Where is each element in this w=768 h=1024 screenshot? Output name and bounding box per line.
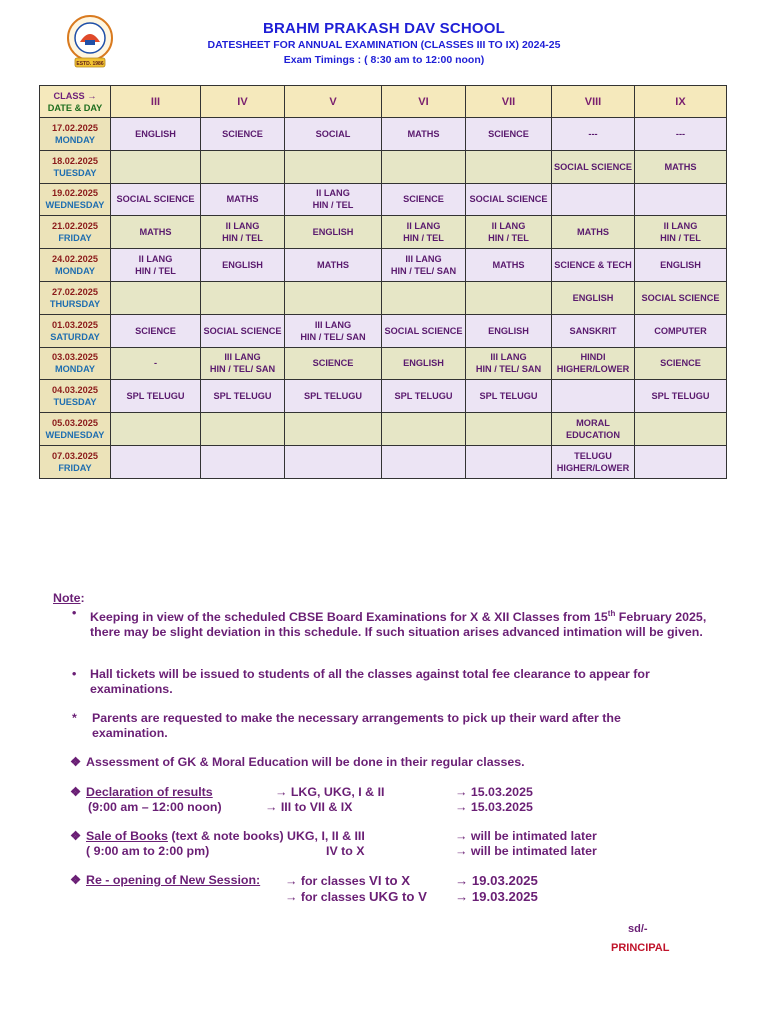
subject-cell <box>285 150 382 183</box>
reopen-line-2 <box>285 889 427 905</box>
date-day-cell <box>40 249 111 282</box>
subject-cell: SCIENCE <box>466 118 552 151</box>
exam-date: 17.02.2025 <box>52 122 98 133</box>
note-heading-text: Note <box>53 591 81 605</box>
subject-cell <box>382 281 466 314</box>
subject-cell: SOCIAL SCIENCE <box>552 150 635 183</box>
subject-cell: III LANG HIN / TEL/ SAN <box>382 249 466 282</box>
results-classes-1: → LKG, UKG, I & II <box>275 785 385 799</box>
exam-date: 21.02.2025 <box>52 221 98 232</box>
subject-cell <box>466 150 552 183</box>
exam-day: MONDAY <box>55 134 95 145</box>
table-row <box>40 380 727 413</box>
subject-cell: --- <box>635 118 727 151</box>
books-label: Sale of Books <box>86 829 168 843</box>
subject-cell: II LANG HIN / TEL <box>111 249 201 282</box>
subject-cell <box>635 183 727 216</box>
subject-cell: SPL TELUGU <box>201 380 285 413</box>
subject-cell <box>382 445 466 478</box>
note-heading: Note: <box>53 591 85 605</box>
reopen-prefix: → for classes <box>285 890 370 904</box>
subject-cell <box>111 281 201 314</box>
subject-cell: SPL TELUGU <box>111 380 201 413</box>
books-classes-2: IV to X <box>326 844 365 858</box>
results-classes-2: → III to VII & IX <box>265 800 353 814</box>
subject-cell: III LANG HIN / TEL/ SAN <box>201 347 285 380</box>
school-name: BRAHM PRAKASH DAV SCHOOL <box>262 20 506 37</box>
date-day-cell <box>40 380 111 413</box>
reopen-prefix: → for classes <box>285 874 370 888</box>
results-time: (9:00 am – 12:00 noon) <box>88 800 222 814</box>
subject-cell <box>382 413 466 446</box>
class-header: VII <box>466 86 552 118</box>
corner-header-cell <box>40 86 111 118</box>
note-pickup: Parents are requested to make the necessary arrangements to pick up their ward after the examination. <box>92 711 621 740</box>
results-label: Declaration of results <box>86 785 213 799</box>
exam-date: 27.02.2025 <box>52 286 98 297</box>
exam-day: THURSDAY <box>49 298 101 309</box>
subject-cell <box>111 445 201 478</box>
class-header: VI <box>382 86 466 118</box>
date-day-cell <box>40 314 111 347</box>
subject-cell: MATHS <box>201 183 285 216</box>
class-header: IX <box>635 86 727 118</box>
note-superscript: th <box>607 609 616 618</box>
exam-day: MONDAY <box>55 364 95 375</box>
subject-cell: TELUGU HIGHER/LOWER <box>552 445 635 478</box>
diamond-bullet-icon: ❖ <box>70 755 82 769</box>
exam-timings: Exam Timings : ( 8:30 am to 12:00 noon) <box>283 54 485 66</box>
subject-cell: III LANG HIN / TEL/ SAN <box>466 347 552 380</box>
subject-cell <box>635 413 727 446</box>
subject-cell: SOCIAL SCIENCE <box>635 281 727 314</box>
subject-cell: ENGLISH <box>382 347 466 380</box>
subject-cell <box>552 183 635 216</box>
exam-day: WEDNESDAY <box>45 430 105 441</box>
table-header-row <box>40 86 727 118</box>
diamond-bullet-icon: ❖ <box>70 785 82 799</box>
exam-day: TUESDAY <box>53 397 97 408</box>
exam-day: FRIDAY <box>58 233 92 244</box>
reopen-label: Re - opening of New Session: <box>86 873 261 887</box>
note-hall-tickets: Hall tickets will be issued to students of all the classes against total fee clearance to appear for examinations. <box>90 667 650 696</box>
subject-cell <box>466 281 552 314</box>
subject-cell: SCIENCE & TECH <box>552 249 635 282</box>
subject-cell: HINDI HIGHER/LOWER <box>552 347 635 380</box>
books-value-2: → will be intimated later <box>455 844 597 858</box>
exam-day: WEDNESDAY <box>45 200 105 211</box>
subject-cell <box>382 150 466 183</box>
date-day-cell <box>40 281 111 314</box>
date-day-cell <box>40 150 111 183</box>
bullet-star: * <box>72 711 77 725</box>
datesheet-subtitle: DATESHEET FOR ANNUAL EXAMINATION (CLASSES III TO IX) 2024-25 <box>207 39 561 51</box>
subject-cell: II LANG HIN / TEL <box>382 216 466 249</box>
subject-cell: MATHS <box>111 216 201 249</box>
principal-signatory: PRINCIPAL <box>611 942 670 954</box>
reopen-line-1 <box>285 873 410 889</box>
subject-cell: SCIENCE <box>201 118 285 151</box>
subject-cell: MORAL EDUCATION <box>552 413 635 446</box>
subject-cell: III LANG HIN / TEL/ SAN <box>285 314 382 347</box>
subject-cell <box>201 413 285 446</box>
class-header: V <box>285 86 382 118</box>
exam-date: 07.03.2025 <box>52 450 98 461</box>
subject-cell: MATHS <box>382 118 466 151</box>
subject-cell: ENGLISH <box>635 249 727 282</box>
table-row <box>40 281 727 314</box>
exam-date: 01.03.2025 <box>52 319 98 330</box>
exam-day: SATURDAY <box>50 331 100 342</box>
subject-cell: SOCIAL SCIENCE <box>201 314 285 347</box>
table-row <box>40 314 727 347</box>
subject-cell: SOCIAL SCIENCE <box>382 314 466 347</box>
table-row <box>40 183 727 216</box>
subject-cell: MATHS <box>466 249 552 282</box>
class-header: VIII <box>552 86 635 118</box>
subject-cell: II LANG HIN / TEL <box>285 183 382 216</box>
subject-cell: ENGLISH <box>285 216 382 249</box>
subject-cell: SPL TELUGU <box>382 380 466 413</box>
note-assessment: Assessment of GK & Moral Education will be done in their regular classes. <box>86 755 525 769</box>
bullet-dot: • <box>72 667 77 681</box>
subject-cell <box>285 281 382 314</box>
subject-cell: SOCIAL SCIENCE <box>466 183 552 216</box>
subject-cell: SOCIAL <box>285 118 382 151</box>
subject-cell: MATHS <box>552 216 635 249</box>
exam-date: 19.02.2025 <box>52 188 98 199</box>
note-text: February 2025, there may be slight deviation in this schedule. If such situation arises advanced intimation will be given. <box>90 610 707 640</box>
signature-mark: sd/- <box>628 923 648 935</box>
exam-day: TUESDAY <box>53 167 97 178</box>
class-header: IV <box>201 86 285 118</box>
books-line-1 <box>86 829 365 844</box>
subject-cell: MATHS <box>635 150 727 183</box>
subject-cell: SANSKRIT <box>552 314 635 347</box>
bullet-dot: • <box>72 606 77 620</box>
class-arrow-label: CLASS → <box>53 90 97 101</box>
books-classes-1: (text & note books) UKG, I, II & III <box>167 829 365 843</box>
date-day-cell <box>40 216 111 249</box>
subject-cell <box>635 445 727 478</box>
reopen-classes-2: UKG to V <box>369 889 427 904</box>
class-header: III <box>111 86 201 118</box>
table-body <box>40 118 727 479</box>
subject-cell: II LANG HIN / TEL <box>466 216 552 249</box>
subject-cell: SPL TELUGU <box>285 380 382 413</box>
diamond-bullet-icon: ❖ <box>70 829 82 843</box>
subject-cell <box>552 380 635 413</box>
table-row <box>40 445 727 478</box>
subject-cell: SCIENCE <box>111 314 201 347</box>
date-day-cell <box>40 118 111 151</box>
subject-cell: COMPUTER <box>635 314 727 347</box>
subject-cell: - <box>111 347 201 380</box>
reopen-classes-1: VI to X <box>369 873 411 888</box>
subject-cell: SCIENCE <box>635 347 727 380</box>
subject-cell: SPL TELUGU <box>635 380 727 413</box>
subject-cell <box>201 281 285 314</box>
subject-cell <box>201 150 285 183</box>
subject-cell: ENGLISH <box>552 281 635 314</box>
table-row <box>40 118 727 151</box>
subject-cell: ENGLISH <box>466 314 552 347</box>
table-row <box>40 413 727 446</box>
datesheet-table <box>39 85 727 479</box>
subject-cell <box>201 445 285 478</box>
books-value-1: → will be intimated later <box>455 829 597 843</box>
subject-cell <box>466 413 552 446</box>
exam-date: 04.03.2025 <box>52 385 98 396</box>
subject-cell: II LANG HIN / TEL <box>201 216 285 249</box>
date-day-cell <box>40 413 111 446</box>
subject-cell: SCIENCE <box>382 183 466 216</box>
books-time: ( 9:00 am to 2:00 pm) <box>86 844 210 858</box>
subject-cell: II LANG HIN / TEL <box>635 216 727 249</box>
date-day-cell <box>40 347 111 380</box>
exam-date: 24.02.2025 <box>52 254 98 265</box>
date-day-cell <box>40 445 111 478</box>
table-row <box>40 249 727 282</box>
note-text: Keeping in view of the scheduled CBSE Board Examinations for X & XII Classes from 15 <box>90 610 608 625</box>
subject-cell: SOCIAL SCIENCE <box>111 183 201 216</box>
exam-date: 18.02.2025 <box>52 155 98 166</box>
date-day-label: DATE & DAY <box>47 102 103 113</box>
subject-cell: ENGLISH <box>201 249 285 282</box>
diamond-bullet-icon: ❖ <box>70 873 82 887</box>
subject-cell: MATHS <box>285 249 382 282</box>
exam-date: 05.03.2025 <box>52 418 98 429</box>
subject-cell <box>285 413 382 446</box>
subject-cell: ENGLISH <box>111 118 201 151</box>
subject-cell: SCIENCE <box>285 347 382 380</box>
subject-cell: --- <box>552 118 635 151</box>
note-cbse-deviation <box>90 606 710 640</box>
logo-text: ESTD. 1986 <box>76 61 104 67</box>
exam-date: 03.03.2025 <box>52 352 98 363</box>
table-row <box>40 216 727 249</box>
subject-cell <box>111 413 201 446</box>
reopen-date-1: → 19.03.2025 <box>455 873 538 888</box>
reopen-date-2: → 19.03.2025 <box>455 889 538 904</box>
exam-day: FRIDAY <box>58 462 92 473</box>
results-date-1: → 15.03.2025 <box>455 785 533 799</box>
date-day-cell <box>40 183 111 216</box>
table-row <box>40 150 727 183</box>
results-date-2: → 15.03.2025 <box>455 800 533 814</box>
table-row <box>40 347 727 380</box>
subject-cell <box>111 150 201 183</box>
subject-cell <box>285 445 382 478</box>
subject-cell: SPL TELUGU <box>466 380 552 413</box>
exam-day: MONDAY <box>55 266 95 277</box>
subject-cell <box>466 445 552 478</box>
